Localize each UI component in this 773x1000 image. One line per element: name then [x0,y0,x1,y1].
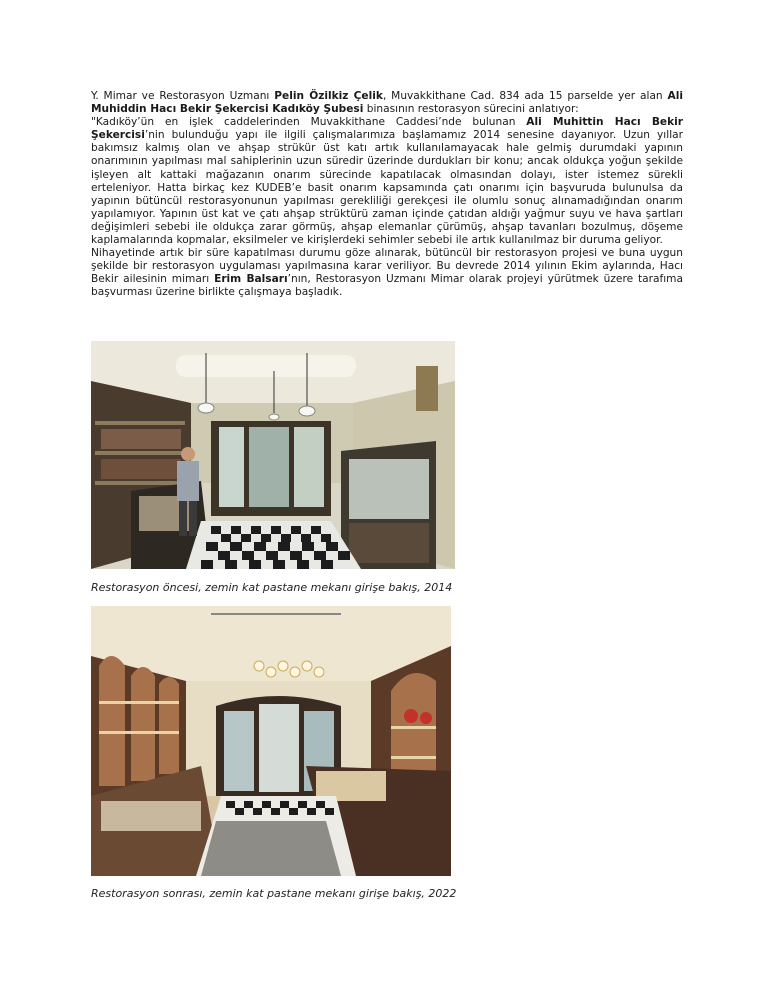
body-text: "Kadıköy’ün en işlek caddelerinden Muvakkithane Caddesi’nde bulunan [91,116,527,129]
body-paragraph-2 [91,247,683,299]
intro-paragraph [91,90,683,116]
photo-before-caption: Restorasyon öncesi, zemin kat pastane mekanı girişe bakış, 2014 [91,581,453,594]
body-text: Nihayetinde artık bir süre kapatılması durumu göze alınarak, bütüncül bir restorasyon projesi ve buna uygun şekilde bir restorasyon uygulaması yapılmasına karar veriliyor. Bu devrede 2014 yılının Ekim aylarında, Hacı Bekir ailesinin mimarı [91,247,683,286]
body-text: ’nın, Restorasyon Uzmanı Mimar olarak projeyi yürütmek üzere tarafıma başvurması üzerine birlikte çalışmaya başladık. [91,273,683,299]
photo-after-caption: Restorasyon sonrası, zemin kat pastane mekanı girişe bakış, 2022 [91,887,457,900]
article-text [91,90,683,300]
intro-text: Y. Mimar ve Restorasyon Uzmanı [91,90,275,102]
architect-name: Erim Balsarı [214,273,288,286]
photo-after-restoration [91,606,451,876]
body-text: ’nin bulunduğu yapı ile ilgili çalışmalarımıza başlamamız 2014 senesine dayanıyor. Uzun yıllar bakımsız kalmış olan ve ahşap strükür üst katı artık kullanılamayacak hale gelmiş durumdaki yapının onarımının yapılması mal sahiplerinin uzun süredir üzerinde durdukları bir konu; ancak oldukça yoğun şekilde işleyen alt kattaki mağazanın onarım sürecinde kapatılacak olmasından dolayı, ister istemez sürekli erteleniyor. Hatta birkaç kez KUDEB’e basit onarım kapsamında çatı onarımı için başvuruda bulunulsa da yapının bütüncül restorasyonunun yapılması gerekliliği gerekçesi ile olumlu sonuç alınamadığından onarım yapılamıyor. Yapının üst kat ve çatı ahşap strüktürü zaman içinde çatıdan aldığı yağmur suyu ve hava şartları değişimleri sebebi ile oldukça zarar görmüş, ahşap elemanlar çürümüş, ahşap tavanları bozulmuş, döşeme kaplamalarında kopmalar, eksilmeler ve kirişlerdeki sehimler sebebi ile artık kullanılmaz bir duruma geliyor. [91,129,683,247]
photo-before-restoration [91,341,455,569]
shop-name: Ali Muhittin Hacı Bekir Şekercisi [91,116,683,142]
body-paragraph-1 [91,116,683,247]
intro-text: binasının restorasyon sürecini anlatıyor: [363,103,579,116]
intro-text: , Muvakkithane Cad. 834 ada 15 parselde yer alan [382,90,668,102]
building-name: Ali Muhiddin Hacı Bekir Şekercisi Kadıköy Şubesi [91,90,683,116]
author-name: Pelin Özilkiz Çelik [274,90,383,102]
